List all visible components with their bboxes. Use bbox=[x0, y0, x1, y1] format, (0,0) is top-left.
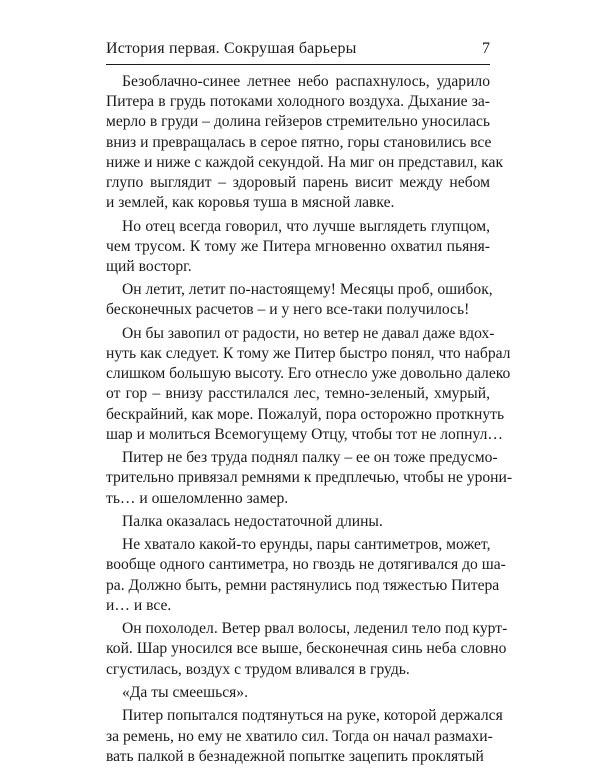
paragraph bbox=[106, 619, 508, 680]
paragraph bbox=[106, 324, 511, 445]
text-line: Он летит, летит по-настоящему! Месяцы проб, ошибок, bbox=[122, 281, 493, 299]
text-line: и землей, как коровья туша в мясной лавке. bbox=[106, 194, 395, 212]
text-line: кой. Шар уносился все выше, бесконечная синь неба словно bbox=[106, 640, 507, 658]
text-line: глупо выглядит – здоровый парень висит между небом bbox=[106, 173, 490, 191]
text-line: нуть как следует. К тому же Питер быстро понял, что набрал bbox=[106, 345, 511, 362]
paragraph bbox=[106, 706, 503, 767]
text-line: ниже и ниже с каждой секундой. На миг он представил, как bbox=[106, 153, 504, 171]
text-line: бескрайний, как море. Пожалуй, пора осторожно проткнуть bbox=[106, 405, 505, 423]
text-line: «Да ты смеешься». bbox=[122, 683, 248, 701]
text-line: вать палкой в безнадежной попытке зацепить проклятый bbox=[106, 747, 484, 765]
paragraph bbox=[106, 217, 490, 278]
body-text bbox=[106, 72, 513, 770]
text-line: слишком большую высоту. Его отнесло уже довольно далеко bbox=[106, 365, 511, 383]
text-line: Он бы завопил от радости, но ветер не давал даже вдох- bbox=[122, 324, 495, 342]
running-head bbox=[106, 40, 490, 65]
paragraph bbox=[106, 448, 513, 509]
paragraph bbox=[106, 512, 490, 532]
text-line: шар и молиться Всемогущему Отцу, чтобы тот не лопнул… bbox=[106, 425, 503, 443]
text-line: Питер не без труда поднял палку – ее он тоже предусмо- bbox=[122, 449, 498, 467]
text-line: Палка оказалась недостаточной длины. bbox=[122, 512, 383, 530]
text-line: ра. Должно быть, ремни растянулись под тяжестью Питера bbox=[106, 576, 500, 594]
paragraph bbox=[106, 280, 493, 320]
text-line: ть… и ошеломленно замер. bbox=[106, 489, 289, 507]
paragraph bbox=[106, 72, 504, 213]
text-line: Питер попытался подтянуться на руке, которой держался bbox=[122, 707, 503, 725]
paragraph bbox=[106, 535, 506, 616]
text-line: Не хватало какой-то ерунды, пары сантиметров, может, bbox=[122, 536, 491, 554]
text-line: вниз и превращалась в серое пятно, горы становились все bbox=[106, 133, 492, 151]
text-line: сгустилась, воздух с трудом вливался в грудь. bbox=[106, 660, 410, 678]
page-number: 7 bbox=[482, 40, 490, 57]
text-line: Питера в грудь потоками холодного воздуха. Дыхание за- bbox=[106, 93, 490, 111]
text-line: и… и все. bbox=[106, 596, 172, 614]
paragraph bbox=[106, 683, 490, 703]
text-line: вообще одного сантиметра, но гвоздь не дотягивался до ша- bbox=[106, 556, 506, 574]
text-line: Безоблачно-синее летнее небо распахнулось, ударило bbox=[122, 73, 490, 90]
text-line: мерло в груди – долина гейзеров стремительно уносилась bbox=[106, 113, 490, 131]
text-line: трительно привязал ремнями к предплечью, чтобы не урони- bbox=[106, 469, 513, 487]
text-line: щий восторг. bbox=[106, 257, 192, 275]
text-line: Он похолодел. Ветер рвал волосы, леденил тело под курт- bbox=[122, 620, 508, 638]
running-title: История первая. Сокрушая барьеры bbox=[106, 40, 357, 57]
text-line: чем трусом. К тому же Питера мгновенно охватил пьяня- bbox=[106, 237, 490, 255]
text-line: от гор – внизу расстилался лес, темно-зеленый, хмурый, bbox=[106, 385, 490, 403]
text-line: бесконечных расчетов – и у него все-таки получилось! bbox=[106, 301, 470, 319]
text-line: за ремень, но ему не хватило сил. Тогда он начал размахи- bbox=[106, 727, 493, 745]
text-line: Но отец всегда говорил, что лучше выглядеть глупцом, bbox=[122, 217, 490, 235]
